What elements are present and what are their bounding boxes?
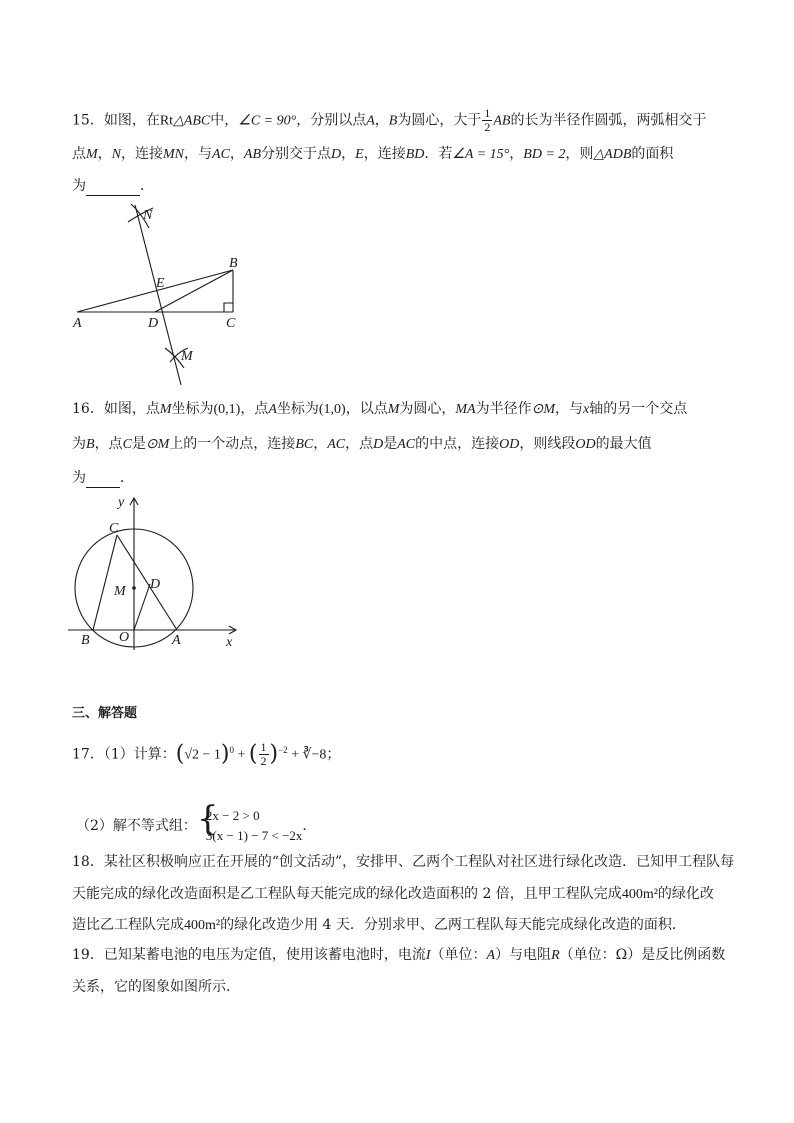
label-c: C (109, 521, 119, 536)
q16-line-3: 为 ． (72, 470, 134, 486)
q19-line-1: 19．已知某蓄电池的电压为定值，使用该蓄电池时，电流I（单位：A）与电阻R（单位：Ω）是反比例函数 (72, 947, 726, 963)
label-b: B (81, 633, 90, 648)
answer-blank[interactable] (86, 471, 120, 488)
label-y: y (118, 495, 125, 510)
label-a: A (73, 316, 82, 331)
label-e: E (156, 276, 165, 291)
q18-line-2: 天能完成的绿化改造面积是乙工程队每天能完成的绿化改造面积的 2 倍，且甲工程队完成400m²的绿化改 (72, 886, 714, 902)
label-x: x (226, 635, 233, 650)
label-o: O (119, 630, 130, 645)
q15-line-2: 点M，N，连接MN，与AC，AB分别交于点D，E，连接BD．若∠A = 15°，BD = 2，则△ADB的面积 (72, 146, 674, 162)
segment-bd (155, 270, 233, 312)
label-n: N (143, 208, 153, 223)
label-b: B (229, 256, 238, 271)
segment-od (134, 584, 150, 630)
q15-line-1: 15．如图，在Rt△ABC中，∠C = 90°，分别以点A，B为圆心，大于 $\frac{1}{2}$ AB的长为半径作圆弧，两弧相交于 (72, 106, 707, 134)
label-m: M (181, 349, 193, 364)
fraction-one-half: $\frac{1}{2}$ (484, 106, 491, 134)
q15-line-3: 为 ． (72, 178, 154, 194)
label-d: D (150, 577, 161, 592)
segment-ac (117, 535, 177, 630)
q19-line-2: 关系，它的图象如图所示． (72, 979, 240, 995)
label-c: C (226, 316, 236, 331)
inequality-system: { 2x − 2 > 0 3(x − 1) − 7 < −2x (196, 799, 303, 843)
label-d: D (148, 316, 159, 331)
q17-part-2: （2）解不等式组： { 2x − 2 > 0 3(x − 1) − 7 < −2x ． (76, 806, 316, 846)
right-angle-mark (224, 303, 233, 312)
figure-15 (60, 196, 260, 392)
q17-part-1: 17．（1）计算：$(√2 - 1)^0$ + ( $\frac{1}{2}$ )$^{-2}$ + ∛−8； (72, 740, 341, 769)
point-m (132, 586, 136, 590)
section-heading: 三、解答题 (72, 706, 138, 721)
label-m: M (114, 584, 126, 599)
figure-16 (62, 490, 248, 654)
segment-ab (77, 270, 233, 312)
fraction-one-half: $\frac{1}{2}$ (260, 740, 267, 769)
segment-bc (93, 535, 117, 630)
answer-blank[interactable] (86, 179, 140, 196)
q18-line-3: 造比乙工程队完成400m²的绿化改造少用 4 天．分别求甲、乙两工程队每天能完成绿化改造的面积． (72, 917, 686, 933)
q18-line-1: 18．某社区积极响应正在开展的“创文活动”，安排甲、乙两个工程队对社区进行绿化改造．已知甲工程队每 (72, 854, 735, 870)
q16-line-2: 为B，点C是⊙M上的一个动点，连接BC，AC，点D是AC的中点，连接OD，则线段OD的最大值 (72, 436, 652, 452)
q16-line-1: 16．如图，点M坐标为(0,1)，点A坐标为(1,0)，以点M为圆心，MA为半径作⊙M，与x轴的另一个交点 (72, 401, 688, 417)
label-a: A (172, 633, 181, 648)
